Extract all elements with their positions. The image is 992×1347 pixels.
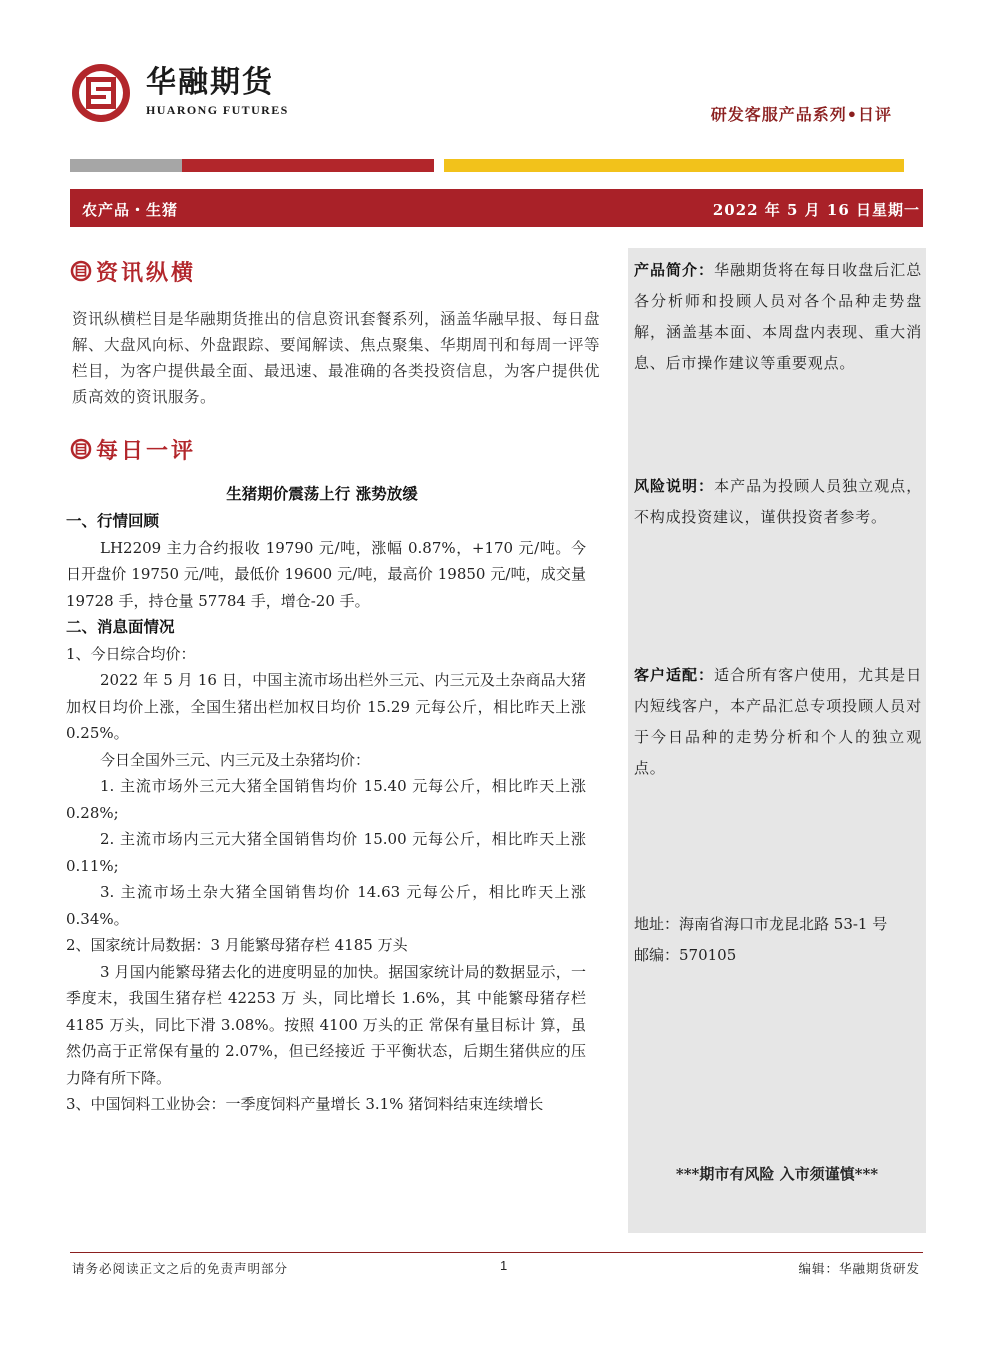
- footer-disclaimer-note: 请务必阅读正文之后的免责声明部分: [72, 1261, 289, 1276]
- sidebar-intro-text: 华融期货将在每日收盘后汇总各分析师和投顾人员对各个品种走势盘解，涵盖基本面、本周盘内表现、重大消息、后市操作建议等重要观点。: [634, 261, 922, 372]
- sidebar-risk-note: [634, 471, 922, 533]
- section-heading-news: [70, 257, 196, 285]
- article-item2-para: 3 月国内能繁母猪去化的进度明显的加快。据国家统计局的数据显示，一季度末，我国生猪存栏 42253 万 头，同比增长 1.6%，其 中能繁母猪存栏 4185 万头，同比下滑 3.08%。按照 4100 万头的正 常保有量目标计 算，虽然仍高于正常保有量的 2.07%，但已经接近 于平衡状态，后期生猪供应的压力降有所下降。: [66, 962, 586, 1087]
- decor-bar-gray: [70, 159, 182, 172]
- article-heading-news: 二、消息面情况: [66, 618, 175, 636]
- article-item1-subtitle: 今日全国外三元、内三元及土杂猪均价：: [100, 750, 371, 769]
- sidebar-address: 地址：海南省海口市龙昆北路 53-1 号: [634, 915, 888, 933]
- sidebar-risk-label: 风险说明：: [634, 477, 715, 495]
- section-heading-daily: [70, 435, 196, 463]
- article-item1-list-3: 3. 主流市场土杂大猪全国销售均价 14.63 元每公斤，相比昨天上涨 0.34%。: [66, 883, 586, 928]
- article-item1-list-2: 2. 主流市场内三元大猪全国销售均价 15.00 元每公斤，相比昨天上涨 0.11%;: [66, 830, 586, 875]
- article-item2-title: 2、国家统计局数据：3 月能繁母猪存栏 4185 万头: [66, 936, 408, 954]
- decor-bar-red: [182, 159, 434, 172]
- sidebar-risk-text: 本产品为投顾人员独立观点，不构成投资建议，谨供投资者参考。: [634, 477, 922, 526]
- huarong-logo-icon: [70, 62, 132, 124]
- footer-editor: 编辑：华融期货研发: [798, 1261, 920, 1276]
- sidebar-customer-fit: [634, 660, 922, 784]
- sidebar-risk-warning: ***期市有风险 入市须谨慎***: [675, 1165, 879, 1183]
- sidebar-product-intro: [634, 255, 922, 379]
- article-market-review: LH2209 主力合约报收 19790 元/吨，涨幅 0.87%，+170 元/吨。今日开盘价 19750 元/吨，最低价 19600 元/吨，最高价 19850 元/吨，成交量 19728 手，持仓量 57784 手，增仓-20 手。: [66, 538, 586, 610]
- article-item1-para: 2022 年 5 月 16 日，中国主流市场出栏外三元、内三元及土杂商品大猪加权日均价上涨，全国生猪出栏加权日均价 15.29 元每公斤，相比昨天上涨 0.25%。: [66, 671, 586, 742]
- article-heading-review: 一、行情回顾: [66, 512, 160, 530]
- section-title-daily: 每日一评: [96, 437, 197, 464]
- decor-bar-yellow: [444, 159, 904, 172]
- footer-divider: [70, 1252, 923, 1253]
- article-item3-title: 3、中国饲料工业协会：一季度饲料产量增长 3.1% 猪饲料结束连续增长: [66, 1095, 544, 1113]
- sidebar-postcode: 邮编：570105: [634, 946, 737, 964]
- brand-name-cn: 华融期货: [146, 65, 274, 100]
- footer-page-number: 1: [500, 1258, 508, 1273]
- sidebar-intro-label: 产品简介：: [634, 261, 715, 279]
- sidebar-fit-text: 适合所有客户使用，尤其是日内短线客户，本产品汇总专项投顾人员对于今日品种的走势分析和个人的独立观点。: [634, 666, 922, 777]
- article-item1-list-1: 1. 主流市场外三元大猪全国销售均价 15.40 元每公斤，相比昨天上涨 0.28%;: [66, 777, 586, 822]
- sidebar-fit-label: 客户适配：: [634, 666, 715, 684]
- section-intro-text: 资讯纵横栏目是华融期货推出的信息资讯套餐系列，涵盖华融早报、每日盘解、大盘风向标、外盘跟踪、要闻解读、焦点聚集、华期周刊和每周一评等栏目，为客户提供最全面、最迅速、最准确的各类投资信息，为客户提供优质高效的资讯服务。: [72, 310, 601, 406]
- brand-name-en: HUARONG FUTURES: [146, 103, 289, 117]
- series-title: 研发客服产品系列•日评: [710, 105, 892, 124]
- article-body: [66, 508, 586, 1118]
- huarong-logo-icon: [70, 260, 92, 282]
- banner-category: 农产品・生猪: [82, 201, 179, 219]
- huarong-logo-icon: [70, 438, 92, 460]
- article-title: 生猪期价震荡上行 涨势放缓: [226, 485, 418, 503]
- article-item1-title: 1、今日综合均价：: [66, 644, 196, 663]
- section-title-news: 资讯纵横: [96, 259, 197, 286]
- banner-date: 2022 年 5 月 16 日星期一: [712, 201, 920, 219]
